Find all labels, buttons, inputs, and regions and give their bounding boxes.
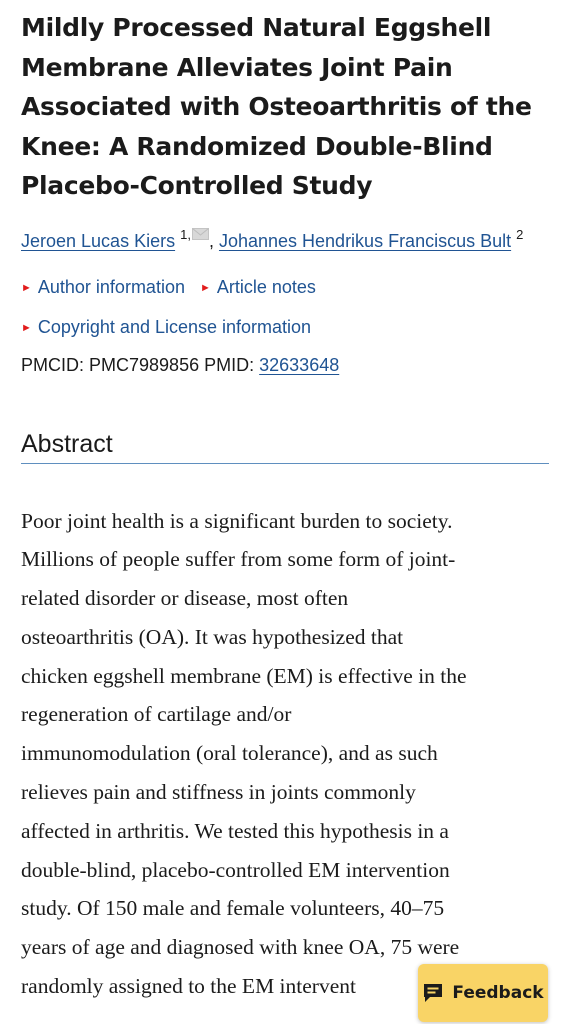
pmid-link[interactable]: 32633648 [259,354,340,375]
abstract-line: double-blind, placebo-controlled EM intervention [21,857,450,882]
abstract-line: immunomodulation (oral tolerance), and as such [21,741,438,766]
feedback-button[interactable] [418,964,548,1022]
article-toggles [21,275,551,355]
article-notes-label: Article notes [216,276,316,297]
abstract-line: osteoarthritis (OA). It was hypothesized that [21,624,404,649]
article-content [21,0,551,1006]
expand-triangle-icon: ► [21,281,32,294]
pmcid-label: PMCID: [21,354,84,375]
abstract-line: study. Of 150 male and female volunteers, 40–75 [21,896,445,921]
pmcid-value: PMC7989856 [89,354,200,375]
article-notes-toggle[interactable] [200,275,316,300]
feedback-label: Feedback [452,983,544,1003]
article-title: Mildly Processed Natural Eggshell Membrane Alleviates Joint Pain Associated with Osteoarthritis of the Knee: A Randomized Double-Blind Placebo-Controlled Study [21,13,532,200]
author-2-affiliation: 2 [516,226,524,242]
pmid-label: PMID: [204,354,255,375]
abstract-line: Poor joint health is a significant burden to society. [21,508,453,533]
author-separator: , [208,230,219,251]
article-identifiers [21,353,551,377]
abstract-line: affected in arthritis. We tested this hypothesis in a [21,818,449,843]
abstract-heading: Abstract [21,430,549,464]
author-1-affiliation: 1, [180,226,191,242]
author-link-2[interactable]: Johannes Hendrikus Franciscus Bult [218,230,512,251]
abstract-line: years of age and diagnosed with knee OA, 75 were [21,935,460,960]
author-list [21,228,551,253]
abstract-line: Millions of people suffer from some form of joint- [21,547,456,572]
author-link-1[interactable]: Jeroen Lucas Kiers [21,230,176,251]
abstract-line: chicken eggshell membrane (EM) is effective in the [21,663,467,688]
copyright-license-label: Copyright and License information [37,316,312,337]
copyright-license-toggle[interactable] [21,315,311,340]
abstract-text [21,502,551,1006]
abstract-line: regeneration of cartilage and/or [21,702,292,727]
abstract-line: randomly assigned to the EM intervent [21,974,356,999]
author-information-label: Author information [37,276,185,297]
feedback-chat-icon [422,982,444,1004]
expand-triangle-icon: ► [199,281,211,294]
abstract-line: related disorder or disease, most often [21,586,349,611]
email-icon[interactable] [192,228,209,240]
abstract-line: relieves pain and stiffness in joints commonly [21,780,416,805]
author-information-toggle[interactable] [21,275,185,300]
expand-triangle-icon: ► [21,321,32,334]
